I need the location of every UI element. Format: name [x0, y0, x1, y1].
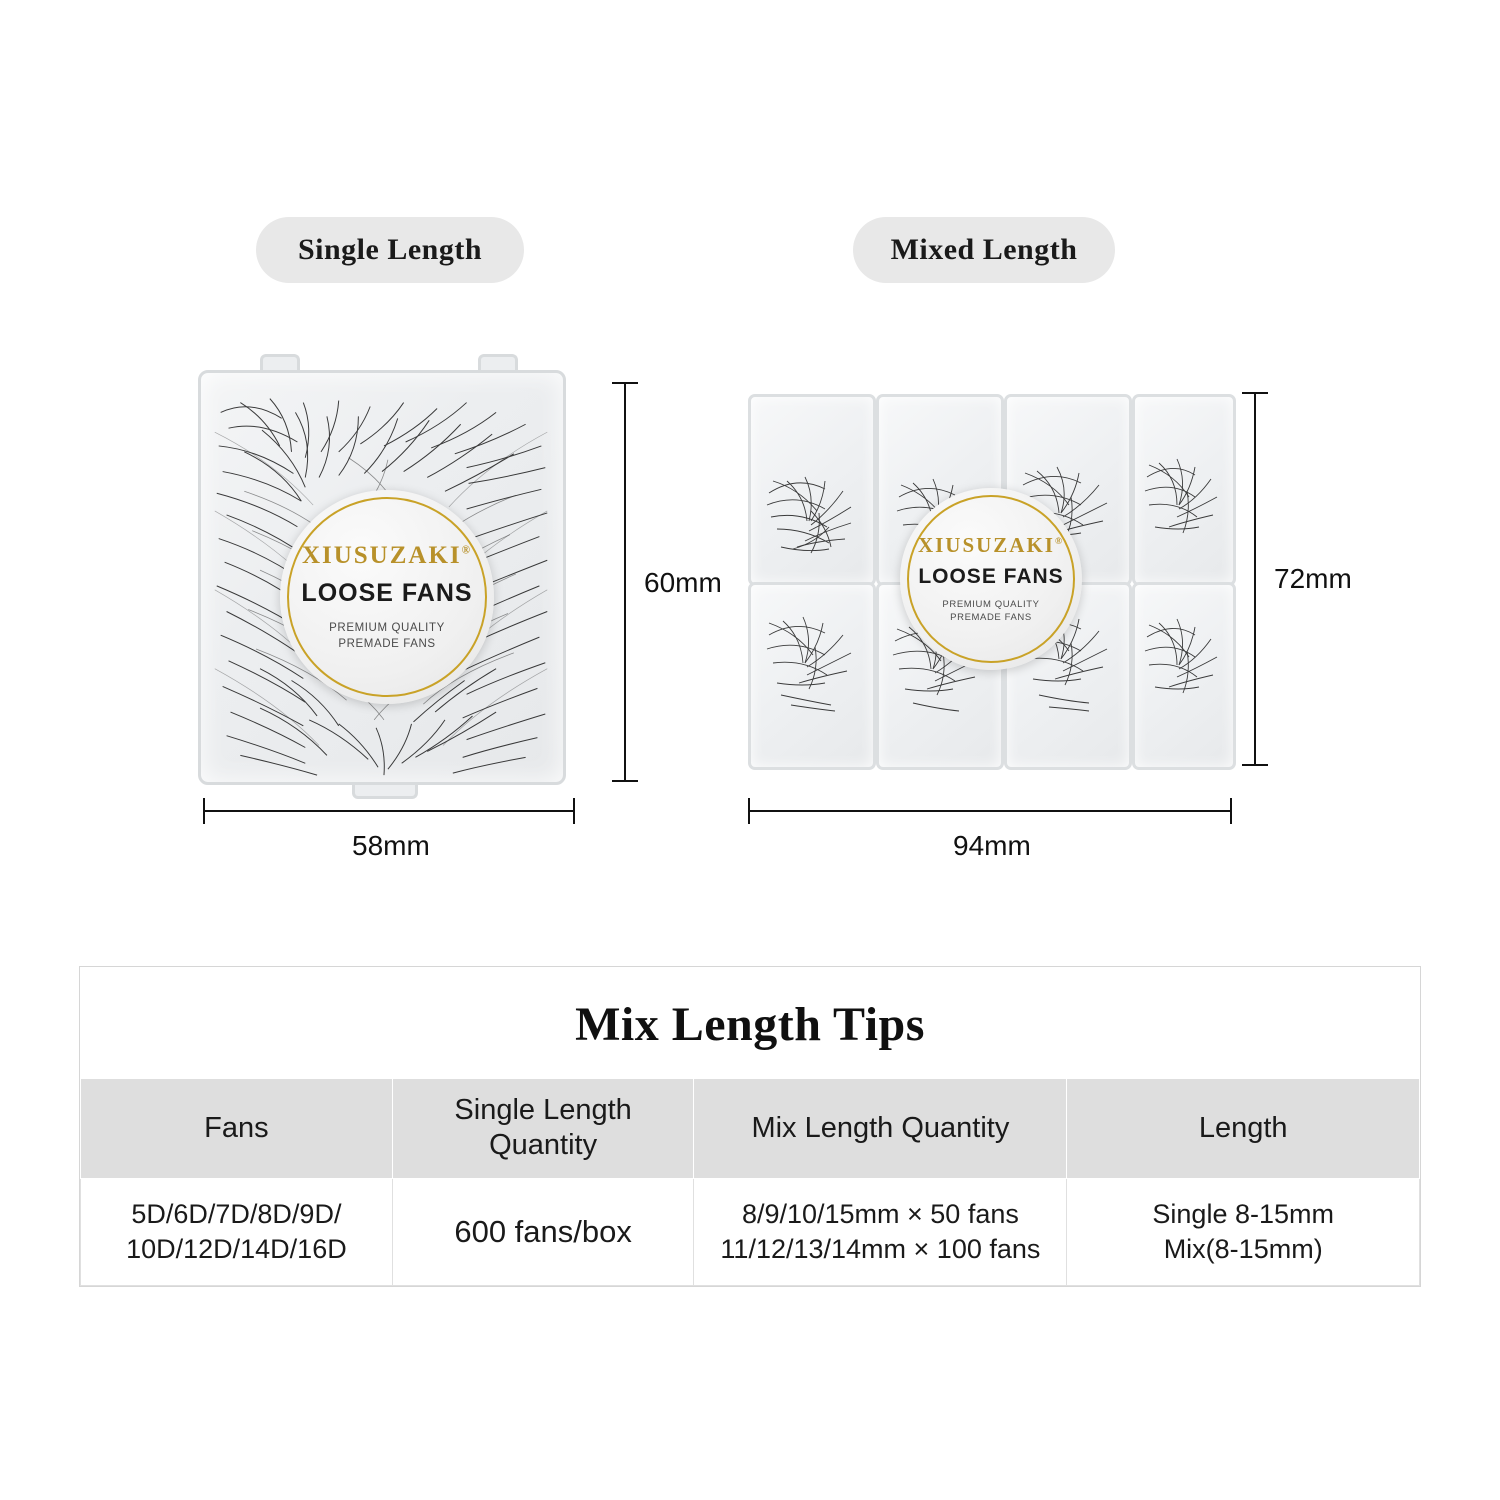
cell-single-length-quantity: 600 fans/box [392, 1178, 694, 1285]
dimension-cap-right [573, 798, 575, 824]
dimension-cap-right [1230, 798, 1232, 824]
dimension-cap-bottom [1242, 764, 1268, 766]
cell-length-line2: Mix(8-15mm) [1163, 1233, 1323, 1264]
badge-mixed-length [853, 217, 1115, 283]
dimension-line-stroke [748, 810, 1232, 812]
table-header [81, 1079, 1420, 1179]
specs-table [80, 1078, 1420, 1286]
table-header-single-length-quantity-line1: Single Length [454, 1094, 632, 1126]
lash-fans-texture [1135, 397, 1233, 583]
table-header-fans: Fans [81, 1079, 393, 1179]
dimension-line-single-width [203, 798, 575, 824]
dimension-label-mixed-width: 94mm [953, 830, 1031, 861]
dimension-line-stroke [203, 810, 575, 812]
dimension-cap-top [612, 382, 638, 384]
dimension-cap-left [748, 798, 750, 824]
cell-fans [81, 1178, 393, 1285]
dimension-label-mixed-height: 72mm [1274, 563, 1352, 594]
lash-fans-texture [751, 397, 873, 583]
cell-mix-length-quantity-line1: 8/9/10/15mm × 50 fans [741, 1198, 1019, 1229]
dimension-line-mixed-width [748, 798, 1232, 824]
table-row [81, 1178, 1420, 1285]
product-label-sticker [280, 490, 494, 704]
lash-fans-texture [1135, 585, 1233, 767]
table-title: Mix Length Tips [575, 998, 925, 1051]
table-header-mix-length-quantity: Mix Length Quantity [694, 1079, 1067, 1179]
product-label-subtitle-line2: PREMADE FANS [950, 612, 1032, 623]
registered-trademark-icon: ® [1054, 537, 1065, 548]
badge-single-length-label: Single Length [297, 233, 483, 266]
dimension-label-single-width: 58mm [352, 830, 430, 861]
brand-name-text: XIUSUZAKI [301, 541, 462, 569]
tray-compartment [1132, 394, 1236, 586]
cell-length [1067, 1178, 1420, 1285]
tray-compartment [748, 582, 876, 770]
table-header-row [81, 1079, 1420, 1179]
cell-mix-length-quantity-line2: 11/12/13/14mm × 100 fans [720, 1233, 1041, 1264]
lash-fans-texture [751, 585, 873, 767]
product-label-title: LOOSE FANS [918, 565, 1064, 589]
dimension-cap-left [203, 798, 205, 824]
dimension-line-single-height [613, 382, 637, 782]
cell-fans-line2: 10D/12D/14D/16D [126, 1233, 347, 1264]
cell-mix-length-quantity [694, 1178, 1067, 1285]
tray-compartment [1132, 582, 1236, 770]
dimension-line-mixed-height [1243, 392, 1267, 766]
mix-length-tips-table [79, 966, 1421, 1287]
product-label-subtitle [942, 599, 1039, 625]
product-label-title: LOOSE FANS [301, 578, 473, 607]
dimension-label-single-height: 60mm [644, 567, 722, 598]
product-label-subtitle [329, 621, 445, 652]
badge-single-length [256, 217, 524, 283]
product-image-mixed-length-box [746, 390, 1233, 768]
badge-mixed-length-label: Mixed Length [890, 233, 1078, 266]
brand-name-text: XIUSUZAKI [917, 533, 1055, 558]
brand-name [918, 533, 1064, 558]
table-header-single-length-quantity-line2: Quantity [489, 1129, 598, 1162]
product-label-subtitle-line2: PREMADE FANS [338, 637, 436, 650]
dimension-line-stroke [1254, 392, 1256, 766]
tray-compartment [748, 394, 876, 586]
cell-fans-line1: 5D/6D/7D/8D/9D/ [131, 1198, 342, 1229]
table-header-single-length-quantity [392, 1079, 694, 1179]
cell-length-line1: Single 8-15mm [1152, 1198, 1334, 1229]
table-body [81, 1178, 1420, 1285]
dimension-cap-bottom [612, 780, 638, 782]
table-header-length: Length [1067, 1079, 1420, 1179]
product-label-sticker [900, 488, 1082, 670]
dimension-cap-top [1242, 392, 1268, 394]
dimension-line-stroke [624, 382, 626, 782]
brand-name [302, 542, 472, 570]
product-image-single-length-box [198, 370, 566, 785]
product-label-subtitle-line1: PREMIUM QUALITY [942, 599, 1040, 611]
product-label-subtitle-line1: PREMIUM QUALITY [329, 621, 445, 634]
registered-trademark-icon: ® [461, 544, 473, 557]
